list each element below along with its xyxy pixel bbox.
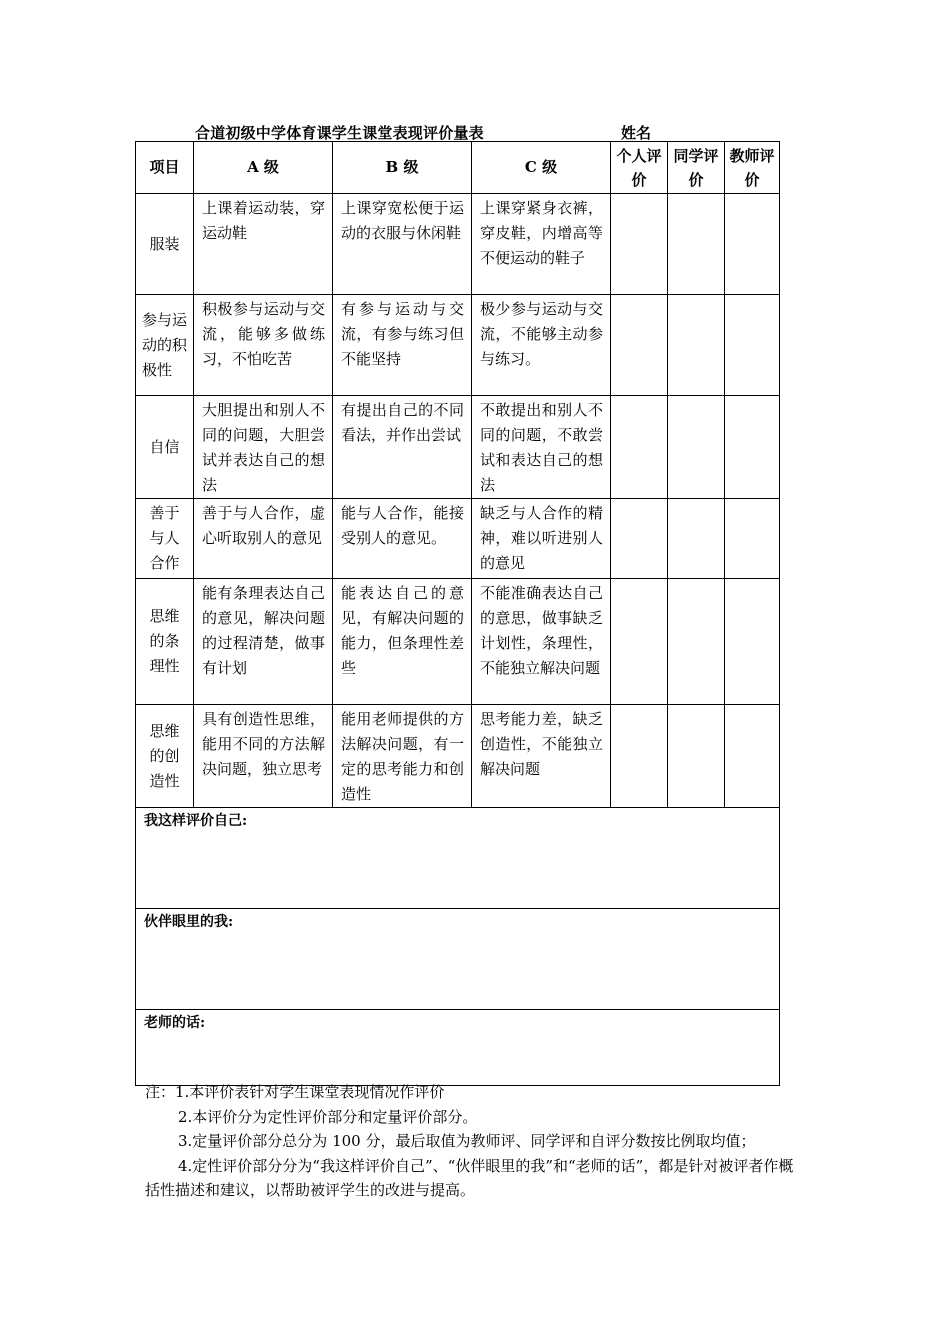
evaluation-table [135, 141, 780, 1086]
self-comment-label: 我这样评价自己: [144, 813, 248, 829]
row-item-label: 参与运动的积极性 [136, 295, 194, 396]
teacher-eval-cell[interactable] [725, 295, 780, 396]
teacher-eval-cell[interactable] [725, 579, 780, 705]
peer-eval-cell[interactable] [668, 295, 725, 396]
grade-b-desc: 能表达自己的意见，有解决问题的能力，但条理性差些 [333, 579, 472, 705]
row-item-label: 服装 [136, 194, 194, 295]
grade-b-desc: 能与人合作，能接受别人的意见。 [333, 499, 472, 579]
grade-c-desc: 不能准确表达自己的意思，做事缺乏计划性，条理性，不能独立解决问题 [472, 579, 611, 705]
grade-c-desc: 缺乏与人合作的精神，难以听进别人的意见 [472, 499, 611, 579]
table-row [136, 295, 780, 396]
peer-eval-cell[interactable] [668, 705, 725, 808]
row-item-label: 思维的条理性 [136, 579, 194, 705]
grade-a-desc: 具有创造性思维，能用不同的方法解决问题，独立思考 [194, 705, 333, 808]
self-eval-cell[interactable] [611, 295, 668, 396]
grade-a-desc: 善于与人合作，虚心听取别人的意见 [194, 499, 333, 579]
peer-comment-label: 伙伴眼里的我: [144, 914, 234, 930]
row-item-label: 善于与人合作 [136, 499, 194, 579]
self-eval-cell[interactable] [611, 499, 668, 579]
note-line: 注：1.本评价表针对学生课堂表现情况作评价 [145, 1083, 445, 1101]
self-eval-cell[interactable] [611, 579, 668, 705]
self-eval-cell[interactable] [611, 705, 668, 808]
teacher-eval-cell[interactable] [725, 194, 780, 295]
self-eval-cell[interactable] [611, 396, 668, 499]
teacher-eval-cell[interactable] [725, 705, 780, 808]
peer-eval-cell[interactable] [668, 579, 725, 705]
table-header-row [136, 142, 780, 194]
form-title-row [135, 120, 778, 142]
note-line: 2.本评价分为定性评价部分和定量评价部分。 [178, 1107, 478, 1126]
grade-a-desc: 能有条理表达自己的意见，解决问题的过程清楚，做事有计划 [194, 579, 333, 705]
grade-b-desc: 能用老师提供的方法解决问题，有一定的思考能力和创造性 [333, 705, 472, 808]
form-title: 合道初级中学体育课学生课堂表现评价量表 [195, 124, 484, 142]
name-label: 姓名 [621, 124, 652, 142]
teacher-comment-row [136, 1010, 780, 1086]
grade-c-desc: 极少参与运动与交流，不能够主动参与练习。 [472, 295, 611, 396]
row-item-label: 思维的创造性 [136, 705, 194, 808]
grade-c-desc: 不敢提出和别人不同的问题，不敢尝试和表达自己的想法 [472, 396, 611, 499]
grade-b-desc: 有参与运动与交流，有参与练习但不能坚持 [333, 295, 472, 396]
table-row [136, 499, 780, 579]
grade-b-desc: 有提出自己的不同看法，并作出尝试 [333, 396, 472, 499]
row-item-label: 自信 [136, 396, 194, 499]
header-grade-b: B 级 [333, 142, 472, 194]
teacher-eval-cell[interactable] [725, 396, 780, 499]
peer-comment-box[interactable] [136, 909, 780, 1010]
self-comment-row [136, 808, 780, 909]
header-item: 项目 [136, 142, 194, 194]
note-line: 4.定性评价部分分为“我这样评价自己”、“伙伴眼里的我”和“老师的话”，都是针对被评者作概括性描述和建议，以帮助被评学生的改进与提高。 [145, 1156, 794, 1199]
table-row [136, 705, 780, 808]
grade-a-desc: 上课着运动装，穿运动鞋 [194, 194, 333, 295]
header-grade-a: A 级 [194, 142, 333, 194]
peer-eval-cell[interactable] [668, 396, 725, 499]
self-comment-box[interactable] [136, 808, 780, 909]
teacher-eval-cell[interactable] [725, 499, 780, 579]
table-row [136, 396, 780, 499]
teacher-comment-box[interactable] [136, 1010, 780, 1086]
note-line: 3.定量评价部分总分为 100 分，最后取值为教师评、同学评和自评分数按比例取均值； [178, 1132, 756, 1150]
teacher-comment-label: 老师的话: [144, 1015, 206, 1031]
notes-section [145, 1080, 805, 1203]
self-eval-cell[interactable] [611, 194, 668, 295]
grade-b-desc: 上课穿宽松便于运动的衣服与休闲鞋 [333, 194, 472, 295]
peer-comment-row [136, 909, 780, 1010]
header-peer-eval: 同学评价 [668, 142, 725, 194]
grade-a-desc: 大胆提出和别人不同的问题，大胆尝试并表达自己的想法 [194, 396, 333, 499]
grade-a-desc: 积极参与运动与交流，能够多做练习，不怕吃苦 [194, 295, 333, 396]
note-line-last [145, 1154, 805, 1203]
header-grade-c: C 级 [472, 142, 611, 194]
grade-c-desc: 上课穿紧身衣裤，穿皮鞋，内增高等不便运动的鞋子 [472, 194, 611, 295]
peer-eval-cell[interactable] [668, 499, 725, 579]
table-row [136, 194, 780, 295]
header-self-eval: 个人评价 [611, 142, 668, 194]
header-teacher-eval: 教师评价 [725, 142, 780, 194]
table-row [136, 579, 780, 705]
peer-eval-cell[interactable] [668, 194, 725, 295]
grade-c-desc: 思考能力差，缺乏创造性，不能独立解决问题 [472, 705, 611, 808]
